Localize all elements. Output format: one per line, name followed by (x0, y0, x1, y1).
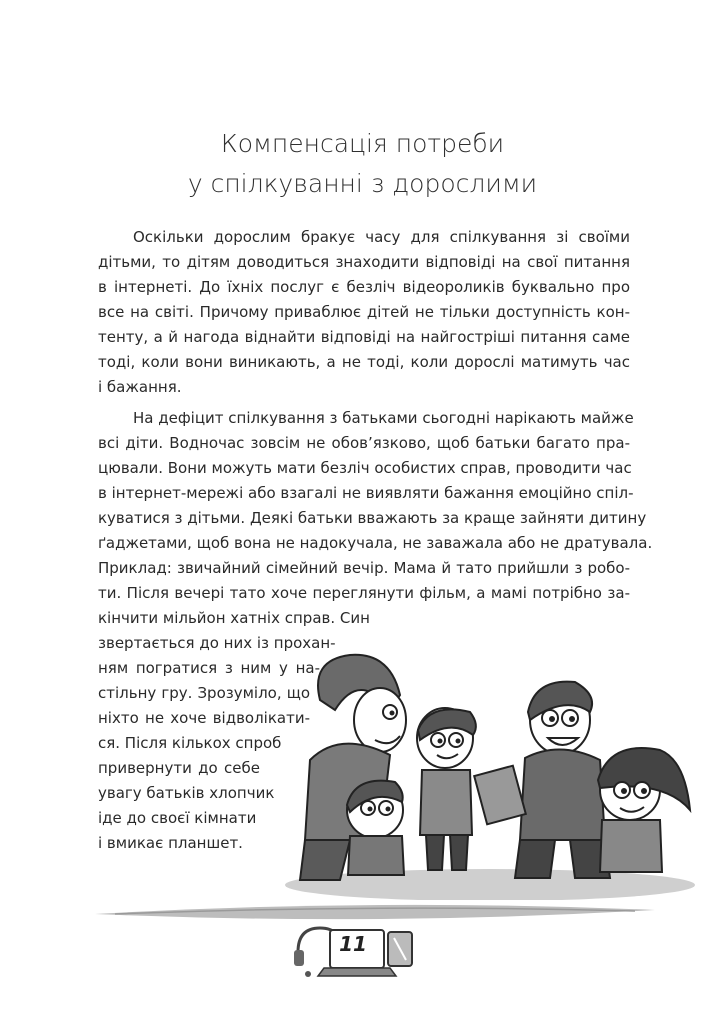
small-boy-figure (347, 781, 404, 875)
text-line: ти. Після вечері тато хоче переглянути фільм, а мамі потрібно за- (98, 584, 630, 602)
title-line-1: Компенсація потреби (220, 129, 505, 158)
text-line: ґаджетами, щоб вона не надокучала, не заважала або не дратувала. (98, 534, 653, 552)
page-title (0, 124, 725, 204)
father-figure (474, 682, 610, 878)
text-line: увагу батьків хлопчик (98, 784, 275, 802)
page-number: 11 (339, 932, 367, 956)
girl-figure (417, 708, 476, 870)
family-illustration (280, 640, 700, 900)
text-line: Приклад: звичайний сімейний вечір. Мама й тато прийшли з робо- (98, 559, 630, 577)
text-line: куватися з дітьми. Деякі батьки вважають за краще зайняти дитину (98, 509, 647, 527)
text-line: все на світі. Причому приваблює дітей не тільки доступність кон- (98, 303, 630, 321)
text-line: тенту, а й нагода віднайти відповіді на найгостріші питання саме (98, 328, 630, 346)
text-line: На дефіцит спілкування з батьками сьогодні нарікають майже (133, 409, 634, 427)
text-line: ніхто не хоче відволікати- (98, 709, 310, 727)
text-line: ням погратися з ним у на- (98, 659, 320, 677)
text-line: ся. Після кількох спроб (98, 734, 282, 752)
text-line: звертається до них із прохан- (98, 634, 336, 652)
text-line: тоді, коли вони виникають, а не тоді, коли дорослі матимуть час (98, 353, 630, 371)
text-line: в інтернет-мережі або взагалі не виявляти бажання емоційно спіл- (98, 484, 634, 502)
text-line: цювали. Вони можуть мати безліч особистих справ, проводити час (98, 459, 632, 477)
title-line-2: у спілкуванні з дорослими (187, 169, 538, 198)
text-line: стільну гру. Зрозуміло, що (98, 684, 310, 702)
older-boy-figure (598, 748, 690, 872)
text-line: і бажання. (98, 378, 182, 396)
text-line: Оскільки дорослим бракує часу для спілкування зі своїми (133, 228, 630, 246)
text-line: в інтернеті. До їхніх послуг є безліч відеороликів буквально про (98, 278, 630, 296)
text-line: кінчити мільйон хатніх справ. Син (98, 609, 370, 627)
text-line: привернути до себе (98, 759, 260, 777)
text-line: дітьми, то дітям доводиться знаходити відповіді на свої питання (98, 253, 630, 271)
text-line: іде до своєї кімнати (98, 809, 257, 827)
text-line: і вмикає планшет. (98, 834, 243, 852)
text-line: всі діти. Водночас зовсім не обов’язково, щоб батьки багато пра- (98, 434, 630, 452)
